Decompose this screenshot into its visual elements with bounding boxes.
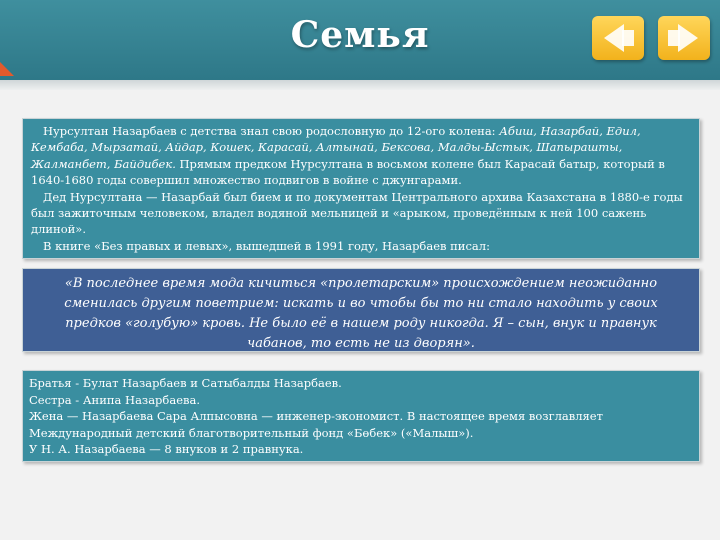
family-members-box bbox=[22, 370, 700, 462]
ancestry-karasai: Прямым предком Нурсултана в восьмом колене был Карасай батыр, который в 1640-1680 годы совершил множество подвигов в войне с джунгарами. bbox=[31, 156, 665, 188]
book-paragraph: В книге «Без правых и левых», вышедшей в 1991 году, Назарбаев писал: bbox=[43, 238, 490, 253]
grandchildren-line: У Н. А. Назарбаева — 8 внуков и 2 правнука. bbox=[29, 442, 304, 456]
ancestry-paragraph bbox=[31, 123, 691, 189]
ancestry-intro: Нурсултан Назарбаев с детства знал свою родословную до 12-ого колена: bbox=[43, 124, 500, 138]
arrow-left-icon bbox=[592, 16, 644, 60]
ancestor-names: Абиш, Назарбай, Едил, Кембаба, Мырзатай, Айдар, Кошек, Карасай, Алтынай, Бексова, Малды-Ыстык, Шапырашты, Жалманбет, Байдибек. bbox=[31, 124, 641, 171]
previous-slide-button[interactable] bbox=[592, 16, 644, 60]
quote-box bbox=[22, 268, 700, 352]
title-bar-strip bbox=[0, 80, 720, 90]
sister-line: Сестра - Анипа Назарбаева. bbox=[29, 392, 200, 407]
corner-accent bbox=[0, 62, 14, 76]
quote-text: «В последнее время мода кичиться «пролетарским» происхождением неожиданно сменилась другим поветрием: искать и во чтобы бы то ни стало находить у своих предков «голубую» кровь. Не было её в нашем роду никогда. Я – сын, внук и правнук чабанов, то есть не из дворян». bbox=[64, 276, 658, 351]
ancestry-text-box bbox=[22, 118, 700, 259]
slide-title: Семья bbox=[290, 14, 430, 56]
grandfather-paragraph: Дед Нурсултана — Назарбай был бием и по документам Центрального архива Казахстана в 1880-е годы был зажиточным человеком, владел водяной мельницей и «арыком, проведённым к ней 100 сажень длиной». bbox=[31, 189, 683, 237]
brothers-line: Братья - Булат Назарбаев и Сатыбалды Назарбаев. bbox=[29, 376, 342, 390]
arrow-right-icon bbox=[658, 16, 710, 60]
next-slide-button[interactable] bbox=[658, 16, 710, 60]
wife-line: Жена — Назарбаева Сара Алпысовна — инженер-экономист. В настоящее время возглавляет Международный детский благотворительный фонд «Бөбек» («Малыш»). bbox=[29, 409, 603, 440]
